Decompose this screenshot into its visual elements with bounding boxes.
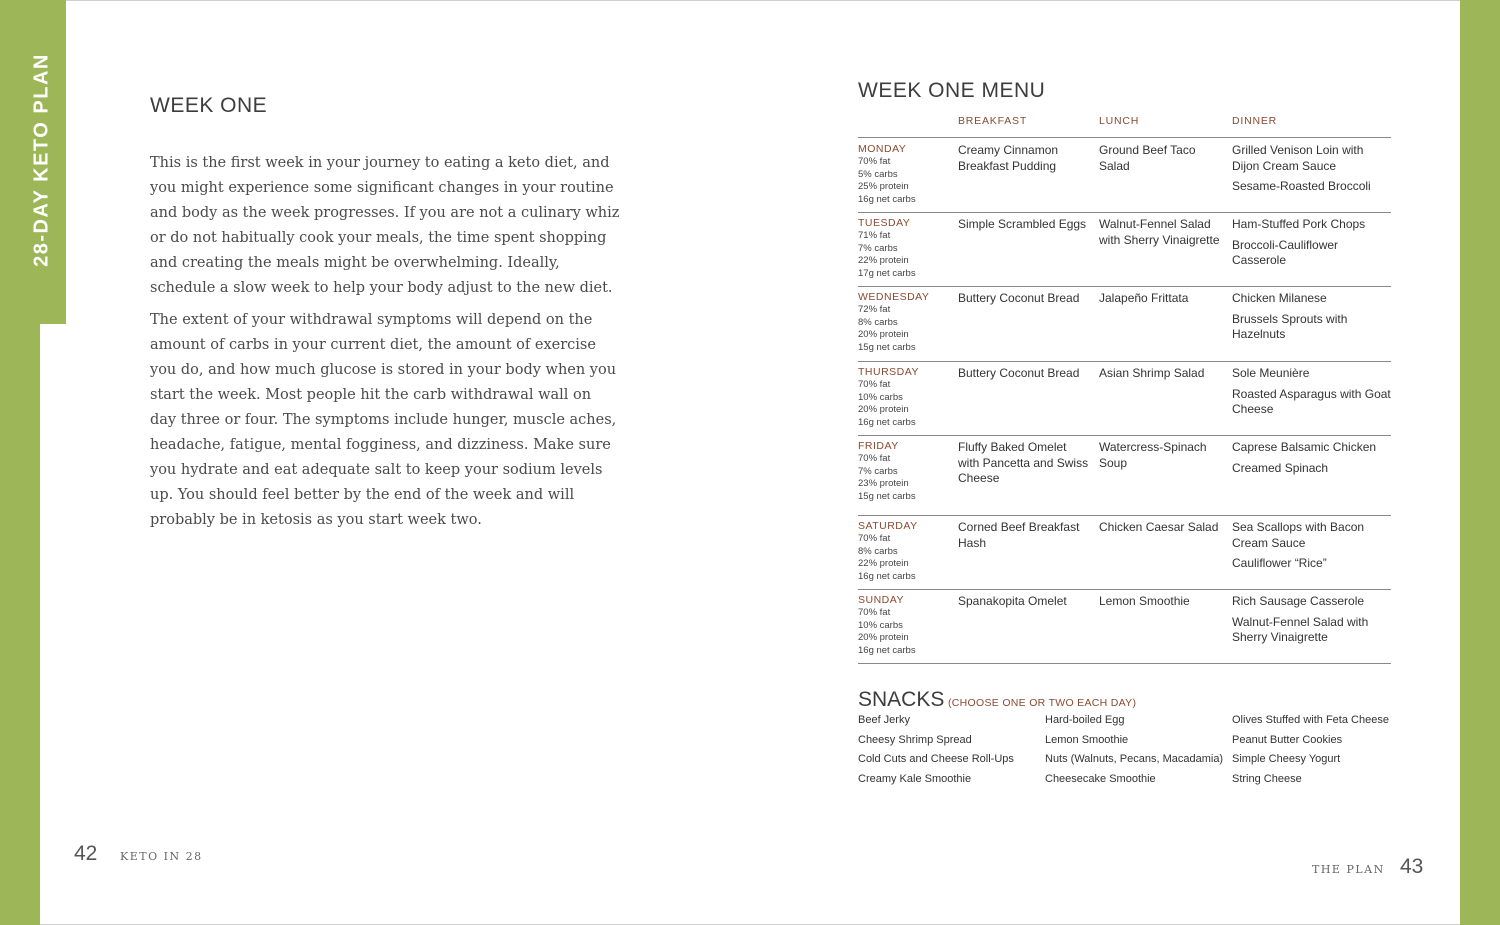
day-name: MONDAY (858, 143, 907, 155)
macro-line: 16g net carbs (858, 193, 916, 205)
day-cell (858, 217, 953, 280)
menu-row (858, 361, 1391, 436)
macro-line: 70% fat (858, 156, 891, 167)
lunch-dish: Watercress-Spinach Soup (1099, 440, 1207, 470)
dinner-dish: Chicken Milanese (1232, 291, 1327, 305)
day-name: TUESDAY (858, 217, 911, 229)
snack-column (858, 713, 1038, 791)
macro-line: 72% fat (858, 304, 891, 315)
snack-item: Peanut Butter Cookies (1232, 733, 1343, 746)
snacks-title: SNACKS (858, 688, 945, 711)
snack-item: Simple Cheesy Yogurt (1232, 753, 1341, 765)
day-cell (858, 366, 953, 429)
breakfast-cell (958, 520, 1090, 556)
snack-item: Cheesy Shrimp Spread (858, 733, 972, 746)
menu-title: WEEK ONE MENU (858, 79, 1046, 102)
breakfast-dish: Simple Scrambled Eggs (958, 217, 1087, 231)
day-cell (858, 520, 953, 583)
macro-line: 70% fat (858, 533, 891, 544)
breakfast-cell (958, 594, 1090, 615)
day-cell (858, 143, 953, 206)
lunch-dish: Asian Shrimp Salad (1099, 366, 1205, 380)
snack-item: String Cheese (1232, 772, 1302, 785)
menu-row (858, 589, 1391, 664)
dinner-cell (1232, 291, 1391, 348)
snack-column (1045, 713, 1225, 791)
macro-line: 17g net carbs (858, 267, 916, 279)
lunch-dish: Lemon Smoothie (1099, 594, 1190, 608)
macro-line: 23% protein (858, 478, 909, 489)
macro-line: 10% carbs (858, 619, 903, 631)
macro-line: 7% carbs (858, 465, 898, 477)
chapter-tab-label: 28-DAY KETO PLAN (30, 53, 53, 267)
snack-item: Creamy Kale Smoothie (858, 772, 972, 785)
column-header-dinner: DINNER (1232, 115, 1278, 127)
lunch-dish: Walnut-Fennel Salad with Sherry Vinaigrette (1099, 217, 1220, 247)
breakfast-dish: Buttery Coconut Bread (958, 291, 1080, 305)
lunch-cell (1099, 440, 1224, 476)
day-name: WEDNESDAY (858, 291, 930, 303)
paragraph: This is the first week in your journey to eating a keto diet, and you might experience some significant changes in your routine and body as the week progresses. If you are not a culinary whiz or do not habitually cook your meals, the time spent shopping and creating the meals might be overwhelming. Ideally, schedule a slow week to help your body adjust to the new diet. (150, 155, 620, 296)
dinner-dish: Caprese Balsamic Chicken (1232, 440, 1377, 454)
snack-item: Beef Jerky (858, 714, 910, 726)
breakfast-dish: Spanakopita Omelet (958, 594, 1067, 608)
menu-row (858, 286, 1391, 362)
macro-line: 20% protein (858, 329, 909, 340)
macro-line: 71% fat (858, 230, 891, 241)
dinner-cell (1232, 594, 1391, 651)
breakfast-cell (958, 217, 1090, 238)
snack-item: Cheesecake Smoothie (1045, 772, 1156, 785)
macro-line: 16g net carbs (858, 644, 916, 656)
dinner-cell (1232, 440, 1391, 481)
menu-row (858, 212, 1391, 287)
macro-line: 8% carbs (858, 316, 898, 328)
dinner-dish: Broccoli-Cauliflower Casserole (1232, 237, 1339, 267)
dinner-dish: Creamed Spinach (1232, 460, 1329, 475)
snack-column (1232, 713, 1412, 791)
lunch-dish: Jalapeño Frittata (1099, 291, 1189, 305)
lunch-cell (1099, 217, 1224, 253)
macro-line: 7% carbs (858, 242, 898, 254)
dinner-dish: Sea Scallops with Bacon Cream Sauce (1232, 520, 1365, 550)
right-green-bar (1460, 0, 1500, 925)
snack-item: Nuts (Walnuts, Pecans, Macadamia) (1045, 753, 1224, 765)
column-header-lunch: LUNCH (1099, 115, 1140, 127)
lunch-cell (1099, 143, 1224, 179)
lunch-cell (1099, 520, 1224, 541)
dinner-cell (1232, 520, 1391, 577)
breakfast-dish: Fluffy Baked Omelet with Pancetta and Swiss Cheese (958, 440, 1089, 485)
breakfast-cell (958, 440, 1090, 492)
lunch-dish: Ground Beef Taco Salad (1099, 143, 1196, 173)
snack-item: Cold Cuts and Cheese Roll-Ups (858, 753, 1014, 765)
macro-line: 5% carbs (858, 168, 898, 180)
day-cell (858, 291, 953, 354)
lunch-dish: Chicken Caesar Salad (1099, 520, 1219, 534)
dinner-cell (1232, 143, 1391, 200)
dinner-dish: Sesame-Roasted Broccoli (1232, 179, 1371, 193)
column-header-breakfast: BREAKFAST (958, 115, 1028, 127)
day-name: SATURDAY (858, 520, 918, 532)
breakfast-dish: Buttery Coconut Bread (958, 366, 1080, 380)
dinner-cell (1232, 366, 1391, 423)
dinner-dish: Ham-Stuffed Pork Chops (1232, 217, 1366, 231)
macro-line: 70% fat (858, 379, 891, 390)
dinner-dish: Grilled Venison Loin with Dijon Cream Sauce (1232, 143, 1364, 173)
macro-line: 10% carbs (858, 391, 903, 403)
page-number-right: 43 (1400, 855, 1424, 878)
paragraph: The extent of your withdrawal symptoms will depend on the amount of carbs in your current diet, the amount of exercise you do, and how much glucose is stored in your body when you start the week. Most people hit the carb withdrawal wall on day three or four. The symptoms include hunger, muscle aches, headache, fatigue, mental fogginess, and dizziness. Make sure you hydrate and eat adequate salt to keep your sodium levels up. You should feel better by the end of the week and will probably be in ketosis as you start week two. (150, 312, 617, 528)
breakfast-cell (958, 143, 1090, 179)
macro-line: 16g net carbs (858, 570, 916, 582)
dinner-dish: Roasted Asparagus with Goat Cheese (1232, 386, 1391, 416)
macro-line: 8% carbs (858, 545, 898, 557)
snack-item: Olives Stuffed with Feta Cheese (1232, 714, 1389, 726)
dinner-dish: Walnut-Fennel Salad with Sherry Vinaigrette (1232, 614, 1369, 644)
dinner-dish: Sole Meunière (1232, 366, 1310, 380)
breakfast-dish: Creamy Cinnamon Breakfast Pudding (958, 143, 1059, 173)
dinner-dish: Brussels Sprouts with Hazelnuts (1232, 311, 1348, 341)
day-cell (858, 440, 953, 503)
macro-line: 15g net carbs (858, 490, 916, 502)
breakfast-cell (958, 366, 1090, 387)
menu-row (858, 515, 1391, 590)
snack-item: Lemon Smoothie (1045, 733, 1129, 746)
dinner-cell (1232, 217, 1391, 274)
lunch-cell (1099, 291, 1224, 312)
dinner-dish: Rich Sausage Casserole (1232, 594, 1365, 608)
page-title: WEEK ONE (150, 94, 268, 117)
macro-line: 70% fat (858, 453, 891, 464)
menu-row (858, 138, 1391, 213)
running-footer-right: THE PLAN (1312, 863, 1385, 876)
macro-line: 20% protein (858, 632, 909, 643)
lunch-cell (1099, 366, 1224, 387)
breakfast-dish: Corned Beef Breakfast Hash (958, 520, 1080, 550)
page-number-left: 42 (74, 842, 98, 865)
lunch-cell (1099, 594, 1224, 615)
chapter-tab (0, 0, 66, 324)
snacks-subtitle: (CHOOSE ONE OR TWO EACH DAY) (948, 697, 1137, 709)
breakfast-cell (958, 291, 1090, 312)
macro-line: 22% protein (858, 255, 909, 266)
macro-line: 15g net carbs (858, 341, 916, 353)
body-text (150, 151, 620, 540)
macro-line: 16g net carbs (858, 416, 916, 428)
dinner-dish: Cauliflower “Rice” (1232, 556, 1327, 570)
snack-item: Hard-boiled Egg (1045, 714, 1125, 726)
running-footer-left: KETO IN 28 (120, 850, 203, 863)
macro-line: 20% protein (858, 404, 909, 415)
day-cell (858, 594, 953, 657)
macro-line: 25% protein (858, 181, 909, 192)
macro-line: 70% fat (858, 607, 891, 618)
macro-line: 22% protein (858, 558, 909, 569)
day-name: FRIDAY (858, 440, 899, 452)
menu-row (858, 435, 1391, 516)
day-name: SUNDAY (858, 594, 904, 606)
day-name: THURSDAY (858, 366, 919, 378)
